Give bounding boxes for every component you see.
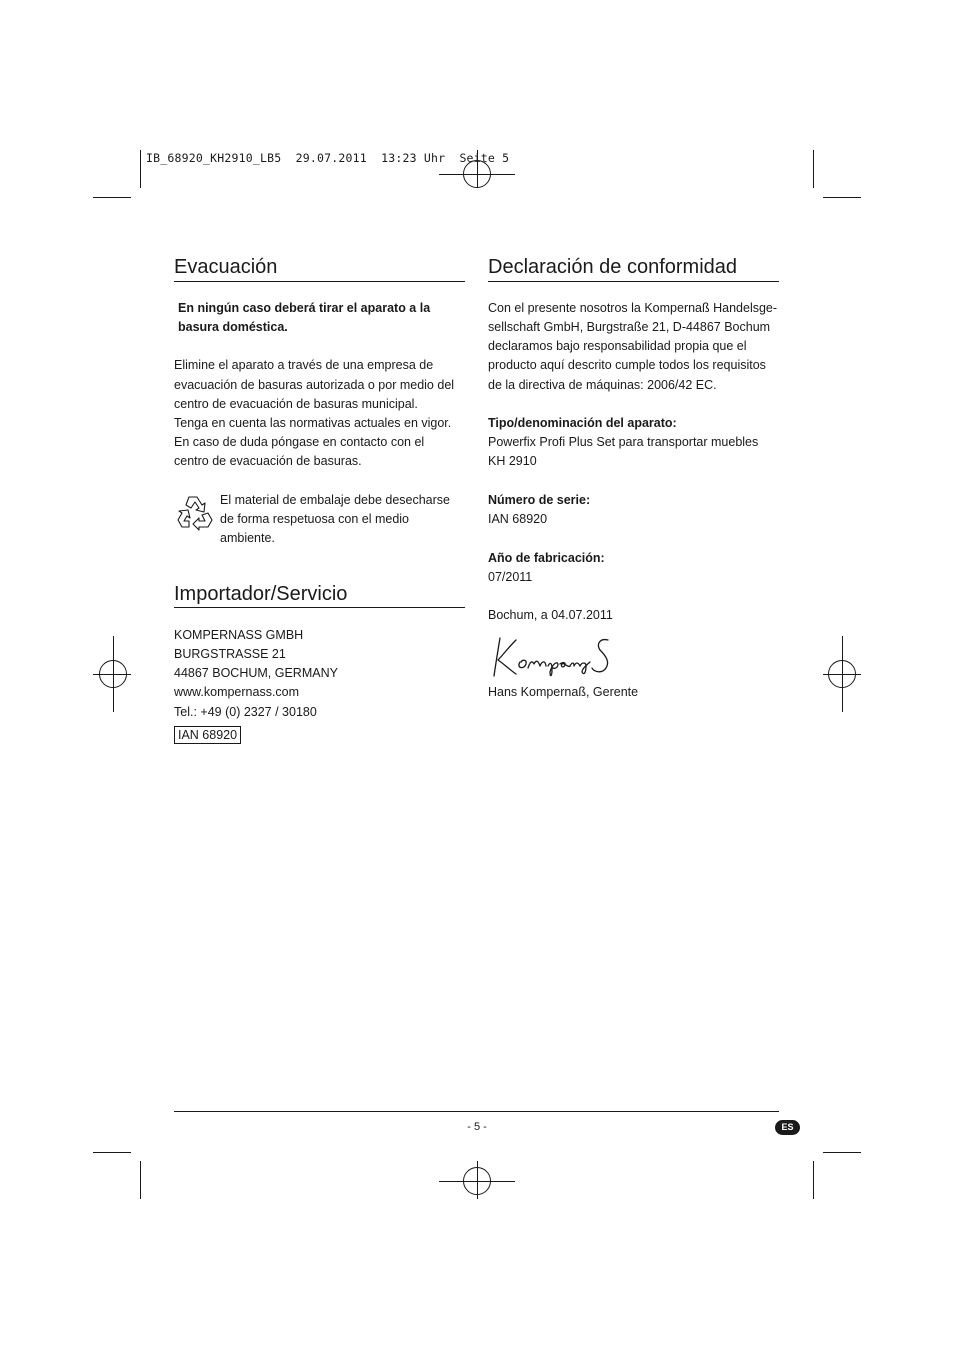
- recycle-line: ambiente.: [220, 531, 275, 545]
- ano-value: 07/2011: [488, 570, 533, 584]
- intro-line: de la directiva de máquinas: 2006/42 EC.: [488, 378, 717, 392]
- body-line: centro de evacuación de basuras.: [174, 454, 362, 468]
- tipo-line: KH 2910: [488, 454, 537, 468]
- body-line: Tenga en cuenta las normativas actuales en vigor.: [174, 416, 452, 430]
- importador-heading-rule: [174, 607, 465, 608]
- website-link[interactable]: www.kompernass.com: [174, 685, 300, 699]
- body-line: evacuación de basuras autorizada o por medio del: [174, 378, 455, 392]
- recycle-line: El material de embalaje debe desecharse: [220, 493, 450, 507]
- declaracion-heading: Declaración de conformidad: [488, 256, 738, 278]
- evacuacion-heading-rule: [174, 281, 465, 282]
- recycle-icon: [175, 493, 215, 531]
- body-line: Elimine el aparato a través de una empresa de: [174, 358, 434, 372]
- importador-heading: Importador/Servicio: [174, 583, 348, 605]
- address-line: KOMPERNASS GMBH: [174, 628, 304, 642]
- recycle-line: de forma respetuosa con el medio: [220, 512, 409, 526]
- body-line: En caso de duda póngase en contacto con el: [174, 435, 425, 449]
- language-badge: ES: [775, 1120, 800, 1135]
- evacuacion-heading: Evacuación: [174, 256, 278, 278]
- signature: [490, 632, 620, 680]
- address-line: 44867 BOCHUM, GERMANY: [174, 666, 338, 680]
- print-slug: IB_68920_KH2910_LB5 29.07.2011 13:23 Uhr Seite 5: [146, 151, 510, 165]
- place-date: Bochum, a 04.07.2011: [488, 608, 613, 622]
- serie-value: IAN 68920: [488, 512, 548, 526]
- intro-line: producto aquí descrito cumple todos los requisitos: [488, 358, 766, 372]
- footer-rule: [174, 1111, 779, 1112]
- ian-box: IAN 68920: [174, 726, 241, 744]
- page-number: - 5 -: [467, 1121, 487, 1133]
- ano-label: Año de fabricación:: [488, 551, 605, 565]
- signer-name: Hans Kompernaß, Gerente: [488, 685, 639, 699]
- serie-label: Número de serie:: [488, 493, 591, 507]
- intro-line: sellschaft GmbH, Burgstraße 21, D-44867 Bochum: [488, 320, 771, 334]
- tipo-line: Powerfix Profi Plus Set para transportar muebles: [488, 435, 759, 449]
- tipo-label: Tipo/denominación del aparato:: [488, 416, 677, 430]
- warning-line: basura doméstica.: [178, 320, 288, 334]
- warning-line: En ningún caso deberá tirar el aparato a la: [178, 301, 431, 315]
- phone-line: Tel.: +49 (0) 2327 / 30180: [174, 705, 317, 719]
- declaracion-heading-rule: [488, 281, 779, 282]
- address-line: BURGSTRASSE 21: [174, 647, 286, 661]
- intro-line: Con el presente nosotros la Kompernaß Handelsge-: [488, 301, 778, 315]
- intro-line: declaramos bajo responsabilidad propia que el: [488, 339, 747, 353]
- body-line: centro de evacuación de basuras municipal.: [174, 397, 418, 411]
